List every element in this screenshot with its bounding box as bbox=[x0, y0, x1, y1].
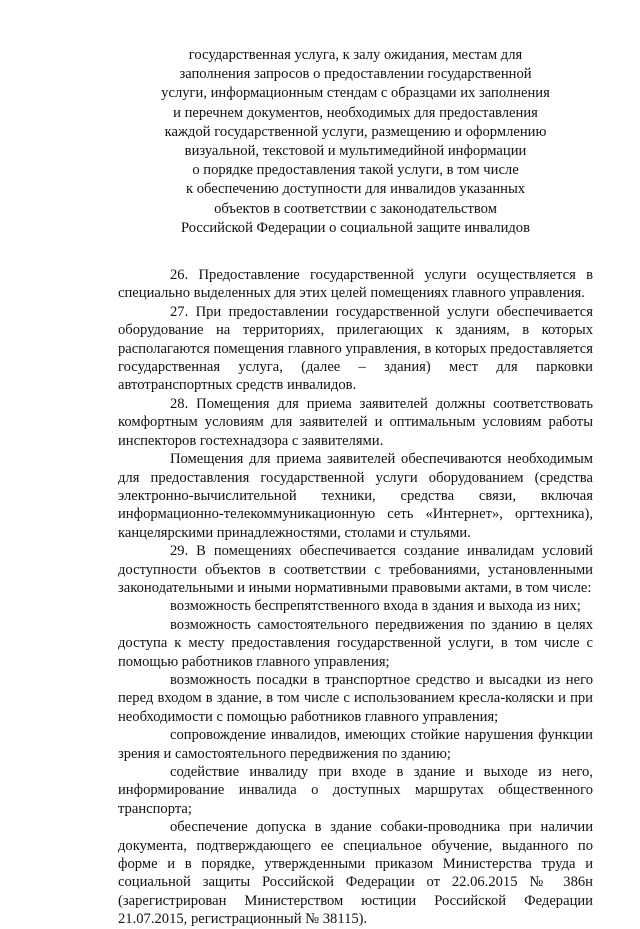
heading-line: о порядке предоставления такой услуги, в том числе bbox=[192, 162, 519, 179]
heading-line: и перечнем документов, необходимых для предоставления bbox=[173, 104, 538, 121]
heading-line: Российской Федерации о социальной защите инвалидов bbox=[180, 219, 530, 236]
heading-line: каждой государственной услуги, размещению и оформлению bbox=[164, 123, 547, 140]
list-item: обеспечение допуска в здание собаки-проводника при наличии документа, подтверждающего ее специальное обучение, выданного по форме и в порядке, утвержденными приказом Министерства труда и социальной защиты Российской Федерации от 22.06.2015 № 386н (зарегистрирован Министерством юстиции Российской Федерации 21.07.2015, регистрационный № 38115). bbox=[118, 819, 593, 928]
list-item: возможность самостоятельного передвижения по зданию в целях доступа к месту предоставления государственной услуги, в том числе с помощью работников главного управления; bbox=[118, 616, 593, 670]
paragraph-28: 28. Помещения для приема заявителей должны соответствовать комфортным условиям для заявителей и оптимальным условиям работы инспекторов гостехнадзора с заявителями. bbox=[118, 395, 593, 449]
heading-line: заполнения запросов о предоставлении государственной bbox=[179, 66, 532, 83]
heading-line: визуальной, текстовой и мультимедийной информации bbox=[184, 143, 527, 160]
heading-line: услуги, информационным стендам с образцами их заполнения bbox=[161, 85, 550, 102]
list-item: возможность посадки в транспортное средство и высадки из него перед входом в здание, в том числе с использованием кресла-коляски и при необходимости с помощью работников главного управления; bbox=[118, 671, 593, 725]
heading-line: государственная услуга, к залу ожидания, местам для bbox=[188, 47, 523, 63]
paragraph-29: 29. В помещениях обеспечивается создание инвалидам условий доступности объектов в соответствии с требованиями, установленными законодательными и иными нормативными правовыми актами, в том числе: bbox=[118, 543, 593, 596]
section-heading bbox=[118, 46, 593, 238]
list-item: возможность беспрепятственного входа в здания и выхода из них; bbox=[170, 598, 581, 615]
heading-line: к обеспечению доступности для инвалидов указанных bbox=[185, 181, 526, 198]
document-body bbox=[118, 266, 593, 929]
paragraph-equipment: Помещения для приема заявителей обеспечиваются необходимым для предоставления государственной услуги оборудованием (средства электронно-вычислительной техники, средства связи, включая информационно-телекоммуникационную сеть «Интернет», оргтехника), канцелярскими принадлежностями, столами и стульями. bbox=[118, 451, 593, 541]
paragraph-26: 26. Предоставление государственной услуги осуществляется в специально выделенных для этих целей помещениях главного управления. bbox=[118, 267, 593, 302]
list-item: содействие инвалиду при входе в здание и выходе из него, информирование инвалида о доступных маршрутах общественного транспорта; bbox=[118, 764, 593, 817]
heading-line: объектов в соответствии с законодательством bbox=[214, 200, 497, 217]
paragraph-27: 27. При предоставлении государственной услуги обеспечивается оборудование на территориях, прилегающих к зданиям, в которых располагаются помещения главного управления, в которых предоставляется государственная услуга, (далее – здания) мест для парковки автотранспортных средств инвалидов. bbox=[118, 303, 593, 394]
list-item: сопровождение инвалидов, имеющих стойкие нарушения функции зрения и самостоятельного передвижения по зданию; bbox=[118, 727, 593, 762]
